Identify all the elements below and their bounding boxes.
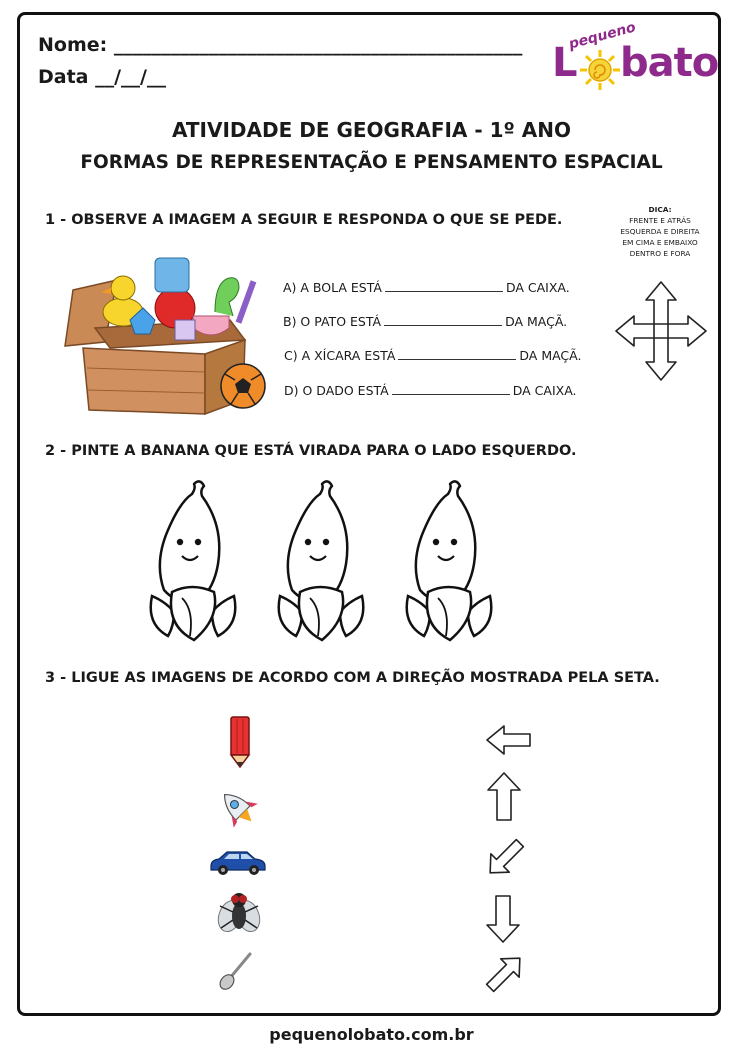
banana-1[interactable] [151,481,236,640]
answer-blank[interactable] [384,314,502,326]
logo [548,19,720,96]
logo-letter-l: L [552,40,577,86]
arrow-up-icon[interactable] [484,770,524,824]
fly-icon[interactable] [214,888,264,938]
logo-rest-text: bato [620,40,719,86]
answer-suffix: DA MAÇÃ. [519,348,582,363]
hint-title: DICA: [648,205,672,214]
answer-line-a [283,280,570,295]
sun-icon [578,48,622,92]
hint-line: EM CIMA E EMBAIXO [622,238,698,247]
arrow-left-icon[interactable] [484,722,534,758]
answer-suffix: DA CAIXA. [512,383,577,398]
banana-2[interactable] [279,481,364,640]
answer-line-b [283,314,567,329]
banana-3[interactable] [407,481,492,640]
page-title: ATIVIDADE DE GEOGRAFIA - 1º ANO [171,118,572,142]
answer-blank[interactable] [398,348,516,360]
rocket-icon[interactable] [213,787,263,829]
answer-suffix: DA MAÇÃ. [505,314,568,329]
hint-line: DENTRO E FORA [629,249,691,258]
four-direction-arrows-icon [614,280,708,382]
question-3-heading: 3 - LIGUE AS IMAGENS DE ACORDO COM A DIREÇÃO MOSTRADA PELA SETA. [45,670,660,686]
answer-prefix: A) A BOLA ESTÁ [283,280,382,295]
answer-prefix: D) O DADO ESTÁ [284,383,389,398]
bananas-illustration [140,470,520,645]
hint-line: FRENTE E ATRÁS [629,216,691,225]
question-1-heading: 1 - OBSERVE A IMAGEM A SEGUIR E RESPONDA O QUE SE PEDE. [45,212,563,228]
question-2-heading: 2 - PINTE A BANANA QUE ESTÁ VIRADA PARA O LADO ESQUERDO. [45,443,577,459]
name-field-label: Nome: ___________________________________________ [38,34,523,56]
car-icon[interactable] [208,848,268,876]
date-field-label: Data __/__/__ [38,66,166,88]
arrow-down-icon[interactable] [483,893,523,945]
answer-suffix: DA CAIXA. [505,280,570,295]
hint-line: ESQUERDA E DIREITA [620,227,700,236]
answer-line-c [284,348,581,363]
page-subtitle: FORMAS DE REPRESENTAÇÃO E PENSAMENTO ESPACIAL [80,152,663,173]
answer-blank[interactable] [392,383,510,395]
pencil-icon[interactable] [220,715,260,769]
answer-prefix: C) A XÍCARA ESTÁ [284,348,396,363]
answer-prefix: B) O PATO ESTÁ [283,314,382,329]
logo-small-text: pequeno [567,19,638,53]
arrow-down-left-icon[interactable] [482,835,528,881]
hint-box [610,204,710,259]
footer-url[interactable]: pequenolobato.com.br [269,1025,474,1044]
arrow-up-right-icon[interactable] [482,950,528,996]
toy-box-illustration [55,250,270,415]
answer-line-d [284,383,577,398]
answer-blank[interactable] [385,280,503,292]
spoon-icon[interactable] [216,948,260,992]
